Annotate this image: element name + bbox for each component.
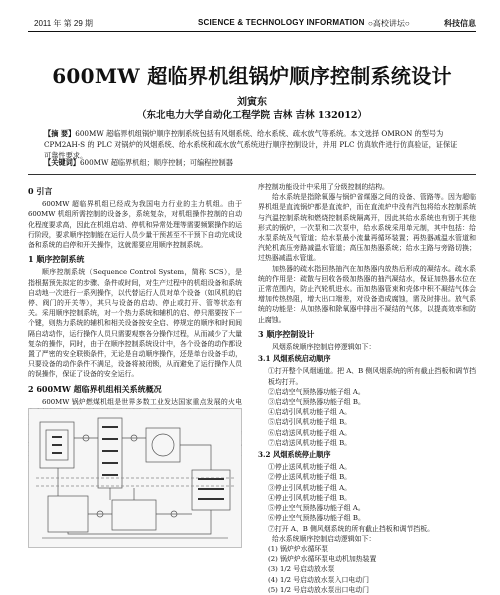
list-item: ⑤启动引风机功能子组 B。 [268,418,352,427]
paper-title: 600MW 超临界机组锅炉顺序控制系统设计 [52,64,452,88]
journal-name: SCIENCE & TECHNOLOGY INFORMATION [198,18,365,27]
list-item: ③启动空气预热器功能子组 B。 [268,398,365,407]
paragraph: 给水系统是指除氧器与锅炉省煤器之间的设备、管路等。因为超临界机组是直流锅炉都是直流炉，而在直流炉中没有汽包将给水控制系统与汽温控制系统和燃烧控制系统隔离开，因此其给水系统也有别于其他形式的锅炉，一次泵和二次泵中，给水系统采用单元制，其中包括：给水泵系统及气管道；给水泵最小流量再循环装置；再热器减温水管道和汽轮机高压旁路减温水管道；高压加热器系统；给水主路与旁路切换；过热器减温水管道。 [258,193,476,263]
list-item: (2) 锅炉炉水循环泵电动机加热装置 [268,555,377,564]
system-diagram-figure [28,408,242,548]
abstract-text: 600MW 超临界机组锅炉顺序控制系统包括有风烟系统、给水系统、疏水放气等系统。本文选择 OMRON 的型号为 CPM2AH-S 的 PLC 对锅炉的风烟系统、给水系统和疏水放气系统进行顺序控制设计，并用 PLC 仿真软件进行仿真验证，证保证可靠性要求。 [44,129,458,160]
affiliation: （东北电力大学自动化工程学院 吉林 吉林 132012） [136,110,368,121]
keywords [44,158,458,168]
issue-label: 2011 年 第 29 期 [34,19,93,28]
list-item: ②停止送风机功能子组 B。 [268,473,352,482]
list-item: ④停止引风机功能子组 B。 [268,493,352,502]
list-item: (3) 1/2 号启动放水泵 [268,565,335,574]
list-item: ①打开整个风烟通道。把 A、B 侧风烟系统的所有截止挡板和调节挡板均打开。 [268,367,476,386]
keywords-label: 【关键词】 [44,158,80,167]
section-heading: 2 600MW 超临界机组相关系统概况 [28,383,162,394]
header-rule [28,31,476,32]
paragraph: 600MW 超临界机组已经成为我国电力行业的主力机组。由于 600MW 机组所需控制的设备多，系统复杂，对机组操作控制的自动化程度要求高，因此在机组启动、停机和异常处理等需要频繁操作的运行阶段，要求顺序控制能在运行人员少量干预甚至不干预下自动完成设备和系统的启停和开关操作，这就需要应用顺序控制系统。 [28,200,242,250]
list-item: ④启动引风机功能子组 A。 [268,408,351,417]
paragraph: 给水系统顺序控制启动逻辑如下： [272,534,376,543]
list-item: ②启动空气预热器功能子组 A。 [268,387,365,396]
running-header [28,18,476,30]
abstract-label: 【摘 要】 [44,129,76,138]
abstract-rule [28,174,476,175]
abstract [44,128,458,161]
paragraph: 序控制功能设计中采用了分级控制的结构。 [258,183,389,191]
paragraph: 顺序控制系统（Sequence Control System，简称 SCS），是指根据预先拟定的步骤、条件或时间，对生产过程中的机组设备和系统自动地一次进行一系列操作，以代替运行人员对单个设备（如风机的启停、阀门的开关等），其只与设备的启动、停止或打开、管等状态有关。采用顺序控制系统，对一个热力系统和辅机的启、停只需要按下一个键，则热力系统的辅机和相关设备按安全启、停规定的顺序和时间间隔自动动作，运行操作人员只需要观察各分操作过程，从而减少了大量复杂的操作，同时，由于在顺序控制系统设计中，各个设备的动作都设置了严密的安全联锁条件，无论是自动顺序操作，还是单台设备手动，只要设备的动作条件不满足，设备将被闭锁，从而避免了运行操作人员的误操作，保证了设备的安全运行。 [28,268,242,379]
section-heading: 3 顺序控制设计 [258,328,315,339]
author: 刘寅东 [237,97,267,108]
list-item: ⑤停止空气预热器功能子组 A。 [268,504,365,513]
list-item: ③停止引风机功能子组 A。 [268,483,351,492]
list-item: ①停止送风机功能子组 A。 [268,463,351,472]
section-heading: 1 顺序控制系统 [28,254,85,265]
list-item: ⑦启动送风机功能子组 B。 [268,438,352,447]
column-label: ○高校讲坛○ [368,19,410,28]
right-column [258,182,476,595]
section-heading: 0 引言 [28,186,53,196]
list-item: (4) 1/2 号启动放水泵入口电动门 [268,575,370,584]
paragraph: 600MW 锅炉燃煤机组是世界多数工业发达国家重点发展的火电 [42,397,242,406]
keywords-text: 600MW 超临界机组；顺序控制；可编程控制器 [79,158,233,167]
journal-cn-name: 科技信息 [444,19,476,28]
paragraph: 风烟系统顺序控制启停逻辑如下： [272,343,376,352]
paragraph: 加热器的疏水指回热抽汽在加热器内放热后形成的凝结水。疏水系统的作用是：疏散与回收各级加热器的抽汽凝结水，保证加热器水位在正常范围内，防止汽轮机进水。而加热器管束和壳体中积不凝结气体会增加传热热阻，增大出口端差，对设备造成腐蚀，需及时排出。放气系统的功能是：从加热器和除氧器中排出不凝结的气体，以提高效率和防止腐蚀。 [258,264,476,324]
list-item: ⑥启动送风机功能子组 A。 [268,428,351,437]
list-item: (5) 1/2 号启动放水泵出口电动门 [268,585,370,594]
subsection-heading: 3.1 风烟系统启动顺序 [258,354,331,364]
subsection-heading: 3.2 风烟系统停止顺序 [258,450,331,460]
list-item: (1) 锅炉炉水循环泵 [268,544,329,553]
list-item: ⑥停止空气预热器功能子组 B。 [268,514,365,523]
list-item: ⑦打开 A、B 侧风烟系统的所有截止挡板和调节挡板。 [268,524,435,533]
